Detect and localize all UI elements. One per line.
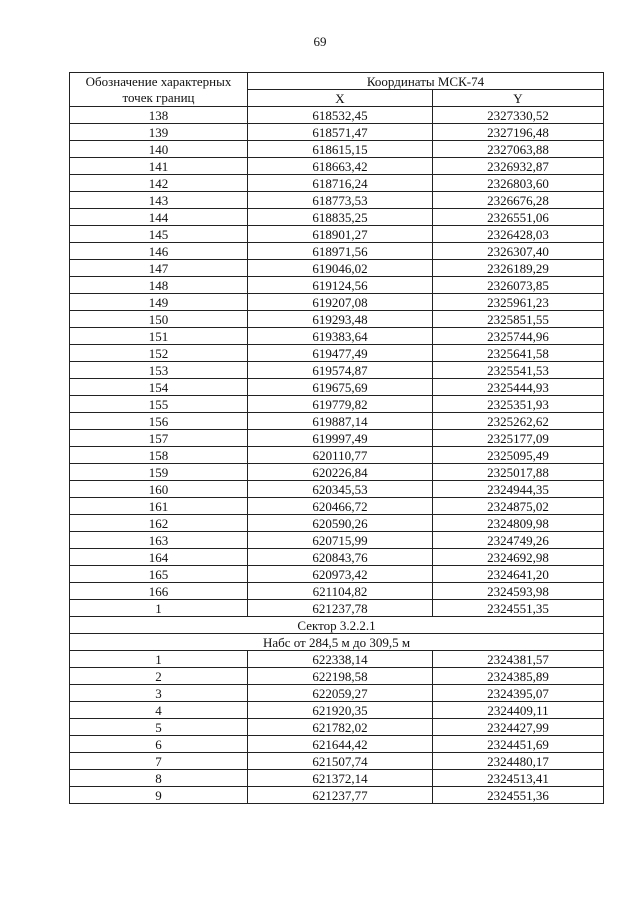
y-coordinate-cell: 2326428,03 bbox=[433, 226, 604, 243]
y-coordinate-cell: 2324395,07 bbox=[433, 685, 604, 702]
sector-label: Сектор 3.2.2.1 bbox=[70, 617, 604, 634]
point-number-cell: 5 bbox=[70, 719, 248, 736]
x-coordinate-cell: 620466,72 bbox=[248, 498, 433, 515]
x-coordinate-cell: 620226,84 bbox=[248, 464, 433, 481]
x-coordinate-cell: 618532,45 bbox=[248, 107, 433, 124]
table-row bbox=[70, 345, 604, 362]
y-coordinate-cell: 2324385,89 bbox=[433, 668, 604, 685]
table-row bbox=[70, 328, 604, 345]
table-row bbox=[70, 243, 604, 260]
y-coordinate-cell: 2325641,58 bbox=[433, 345, 604, 362]
x-header: X bbox=[248, 90, 433, 107]
x-coordinate-cell: 618663,42 bbox=[248, 158, 433, 175]
table-row bbox=[70, 260, 604, 277]
point-number-cell: 161 bbox=[70, 498, 248, 515]
y-coordinate-cell: 2324551,36 bbox=[433, 787, 604, 804]
table-body-part2 bbox=[70, 651, 604, 804]
y-coordinate-cell: 2324593,98 bbox=[433, 583, 604, 600]
point-number-cell: 166 bbox=[70, 583, 248, 600]
table-row bbox=[70, 498, 604, 515]
table-row bbox=[70, 753, 604, 770]
y-coordinate-cell: 2324875,02 bbox=[433, 498, 604, 515]
table-row bbox=[70, 209, 604, 226]
y-coordinate-cell: 2324451,69 bbox=[433, 736, 604, 753]
point-number-cell: 151 bbox=[70, 328, 248, 345]
x-coordinate-cell: 618571,47 bbox=[248, 124, 433, 141]
y-coordinate-cell: 2324692,98 bbox=[433, 549, 604, 566]
x-coordinate-cell: 618835,25 bbox=[248, 209, 433, 226]
x-coordinate-cell: 618971,56 bbox=[248, 243, 433, 260]
x-coordinate-cell: 620110,77 bbox=[248, 447, 433, 464]
x-coordinate-cell: 618773,53 bbox=[248, 192, 433, 209]
point-number-cell: 3 bbox=[70, 685, 248, 702]
table-row bbox=[70, 379, 604, 396]
height-label: Набс от 284,5 м до 309,5 м bbox=[70, 634, 604, 651]
point-number-cell: 4 bbox=[70, 702, 248, 719]
table-row bbox=[70, 158, 604, 175]
table-row bbox=[70, 600, 604, 617]
y-coordinate-cell: 2325351,93 bbox=[433, 396, 604, 413]
x-coordinate-cell: 621507,74 bbox=[248, 753, 433, 770]
x-coordinate-cell: 619207,08 bbox=[248, 294, 433, 311]
point-number-cell: 145 bbox=[70, 226, 248, 243]
point-number-cell: 159 bbox=[70, 464, 248, 481]
table-row bbox=[70, 668, 604, 685]
point-number-cell: 164 bbox=[70, 549, 248, 566]
y-header: Y bbox=[433, 90, 604, 107]
point-number-cell: 140 bbox=[70, 141, 248, 158]
point-number-cell: 146 bbox=[70, 243, 248, 260]
point-number-cell: 156 bbox=[70, 413, 248, 430]
point-number-cell: 160 bbox=[70, 481, 248, 498]
y-coordinate-cell: 2324480,17 bbox=[433, 753, 604, 770]
table-row bbox=[70, 396, 604, 413]
y-coordinate-cell: 2325262,62 bbox=[433, 413, 604, 430]
point-number-cell: 147 bbox=[70, 260, 248, 277]
y-coordinate-cell: 2327063,88 bbox=[433, 141, 604, 158]
height-row bbox=[70, 634, 604, 651]
point-number-cell: 150 bbox=[70, 311, 248, 328]
table-section bbox=[70, 617, 604, 651]
point-number-cell: 138 bbox=[70, 107, 248, 124]
table-row bbox=[70, 362, 604, 379]
table-row bbox=[70, 141, 604, 158]
table-row bbox=[70, 107, 604, 124]
point-label-header: Обозначение характерных точек границ bbox=[70, 73, 248, 107]
coordinates-table bbox=[69, 72, 604, 804]
table-row bbox=[70, 175, 604, 192]
x-coordinate-cell: 622338,14 bbox=[248, 651, 433, 668]
point-number-cell: 165 bbox=[70, 566, 248, 583]
table-row bbox=[70, 719, 604, 736]
point-number-cell: 139 bbox=[70, 124, 248, 141]
sector-row bbox=[70, 617, 604, 634]
y-coordinate-cell: 2326551,06 bbox=[433, 209, 604, 226]
point-number-cell: 148 bbox=[70, 277, 248, 294]
point-number-cell: 149 bbox=[70, 294, 248, 311]
table-row bbox=[70, 566, 604, 583]
point-number-cell: 6 bbox=[70, 736, 248, 753]
point-number-cell: 158 bbox=[70, 447, 248, 464]
point-number-cell: 162 bbox=[70, 515, 248, 532]
y-coordinate-cell: 2325744,96 bbox=[433, 328, 604, 345]
x-coordinate-cell: 621104,82 bbox=[248, 583, 433, 600]
table-header-row bbox=[70, 73, 604, 90]
page-number: 69 bbox=[313, 34, 327, 49]
x-coordinate-cell: 622198,58 bbox=[248, 668, 433, 685]
point-number-cell: 154 bbox=[70, 379, 248, 396]
y-coordinate-cell: 2325444,93 bbox=[433, 379, 604, 396]
table-row bbox=[70, 481, 604, 498]
point-number-cell: 155 bbox=[70, 396, 248, 413]
x-coordinate-cell: 619046,02 bbox=[248, 260, 433, 277]
y-coordinate-cell: 2324749,26 bbox=[433, 532, 604, 549]
point-number-cell: 8 bbox=[70, 770, 248, 787]
point-number-cell: 152 bbox=[70, 345, 248, 362]
x-coordinate-cell: 620715,99 bbox=[248, 532, 433, 549]
y-coordinate-cell: 2327330,52 bbox=[433, 107, 604, 124]
y-coordinate-cell: 2324551,35 bbox=[433, 600, 604, 617]
x-coordinate-cell: 619293,48 bbox=[248, 311, 433, 328]
x-coordinate-cell: 620843,76 bbox=[248, 549, 433, 566]
table-row bbox=[70, 413, 604, 430]
x-coordinate-cell: 619779,82 bbox=[248, 396, 433, 413]
point-number-cell: 7 bbox=[70, 753, 248, 770]
x-coordinate-cell: 621644,42 bbox=[248, 736, 433, 753]
x-coordinate-cell: 619124,56 bbox=[248, 277, 433, 294]
table-row bbox=[70, 770, 604, 787]
x-coordinate-cell: 619574,87 bbox=[248, 362, 433, 379]
table-row bbox=[70, 294, 604, 311]
table-row bbox=[70, 702, 604, 719]
x-coordinate-cell: 619997,49 bbox=[248, 430, 433, 447]
x-coordinate-cell: 618615,15 bbox=[248, 141, 433, 158]
y-coordinate-cell: 2324409,11 bbox=[433, 702, 604, 719]
y-coordinate-cell: 2324809,98 bbox=[433, 515, 604, 532]
x-coordinate-cell: 620973,42 bbox=[248, 566, 433, 583]
x-coordinate-cell: 621920,35 bbox=[248, 702, 433, 719]
point-number-cell: 9 bbox=[70, 787, 248, 804]
y-coordinate-cell: 2326189,29 bbox=[433, 260, 604, 277]
x-coordinate-cell: 619383,64 bbox=[248, 328, 433, 345]
y-coordinate-cell: 2326307,40 bbox=[433, 243, 604, 260]
point-number-cell: 1 bbox=[70, 600, 248, 617]
table-row bbox=[70, 532, 604, 549]
x-coordinate-cell: 619477,49 bbox=[248, 345, 433, 362]
point-number-cell: 143 bbox=[70, 192, 248, 209]
table-row bbox=[70, 736, 604, 753]
y-coordinate-cell: 2326803,60 bbox=[433, 175, 604, 192]
point-number-cell: 1 bbox=[70, 651, 248, 668]
x-coordinate-cell: 619887,14 bbox=[248, 413, 433, 430]
point-number-cell: 141 bbox=[70, 158, 248, 175]
y-coordinate-cell: 2327196,48 bbox=[433, 124, 604, 141]
y-coordinate-cell: 2324944,35 bbox=[433, 481, 604, 498]
point-number-cell: 2 bbox=[70, 668, 248, 685]
table-row bbox=[70, 515, 604, 532]
y-coordinate-cell: 2326932,87 bbox=[433, 158, 604, 175]
table-row bbox=[70, 651, 604, 668]
table-body-part1 bbox=[70, 107, 604, 617]
table-row bbox=[70, 447, 604, 464]
y-coordinate-cell: 2326073,85 bbox=[433, 277, 604, 294]
table-row bbox=[70, 311, 604, 328]
y-coordinate-cell: 2324641,20 bbox=[433, 566, 604, 583]
table-row bbox=[70, 685, 604, 702]
x-coordinate-cell: 621372,14 bbox=[248, 770, 433, 787]
point-number-cell: 163 bbox=[70, 532, 248, 549]
table-row bbox=[70, 277, 604, 294]
x-coordinate-cell: 618901,27 bbox=[248, 226, 433, 243]
y-coordinate-cell: 2324513,41 bbox=[433, 770, 604, 787]
x-coordinate-cell: 620590,26 bbox=[248, 515, 433, 532]
x-coordinate-cell: 620345,53 bbox=[248, 481, 433, 498]
coords-header: Координаты МСК-74 bbox=[248, 73, 604, 90]
y-coordinate-cell: 2325017,88 bbox=[433, 464, 604, 481]
table-row bbox=[70, 549, 604, 566]
y-coordinate-cell: 2324427,99 bbox=[433, 719, 604, 736]
table-row bbox=[70, 787, 604, 804]
x-coordinate-cell: 619675,69 bbox=[248, 379, 433, 396]
table-row bbox=[70, 124, 604, 141]
y-coordinate-cell: 2325095,49 bbox=[433, 447, 604, 464]
y-coordinate-cell: 2325961,23 bbox=[433, 294, 604, 311]
x-coordinate-cell: 618716,24 bbox=[248, 175, 433, 192]
table-row bbox=[70, 226, 604, 243]
table-row bbox=[70, 192, 604, 209]
y-coordinate-cell: 2325851,55 bbox=[433, 311, 604, 328]
y-coordinate-cell: 2326676,28 bbox=[433, 192, 604, 209]
y-coordinate-cell: 2325541,53 bbox=[433, 362, 604, 379]
table-row bbox=[70, 430, 604, 447]
x-coordinate-cell: 621237,78 bbox=[248, 600, 433, 617]
point-number-cell: 153 bbox=[70, 362, 248, 379]
point-number-cell: 157 bbox=[70, 430, 248, 447]
x-coordinate-cell: 622059,27 bbox=[248, 685, 433, 702]
y-coordinate-cell: 2325177,09 bbox=[433, 430, 604, 447]
point-number-cell: 142 bbox=[70, 175, 248, 192]
table-row bbox=[70, 583, 604, 600]
x-coordinate-cell: 621237,77 bbox=[248, 787, 433, 804]
x-coordinate-cell: 621782,02 bbox=[248, 719, 433, 736]
point-number-cell: 144 bbox=[70, 209, 248, 226]
y-coordinate-cell: 2324381,57 bbox=[433, 651, 604, 668]
table-row bbox=[70, 464, 604, 481]
